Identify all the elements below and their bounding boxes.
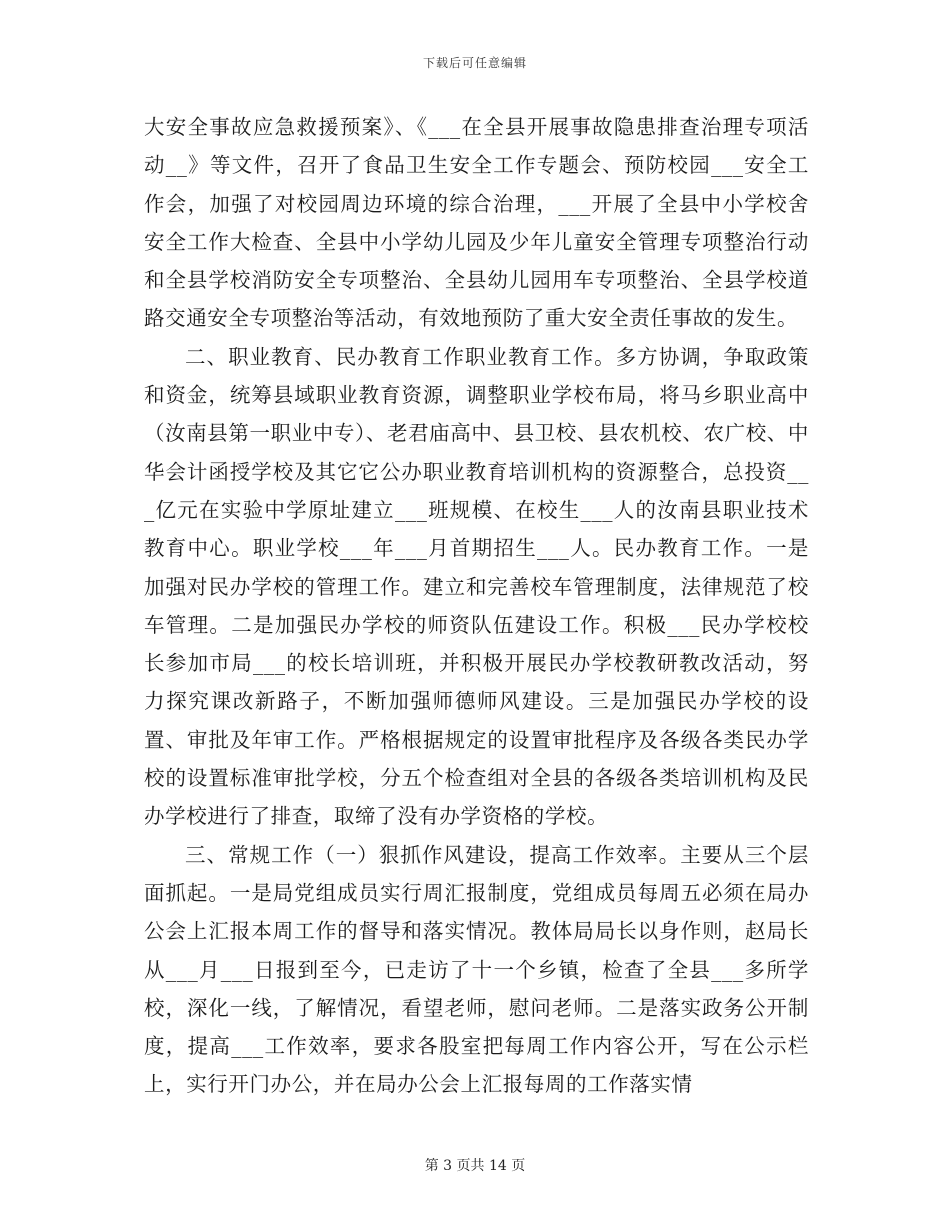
document-body bbox=[144, 108, 809, 1104]
page-number: 第 3 页共 14 页 bbox=[424, 1158, 526, 1174]
paragraph-routine-work: 三、常规工作（一）狠抓作风建设，提高工作效率。主要从三个层面抓起。一是局党组成员实行周汇报制度，党组成员每周五必须在局办公会上汇报本周工作的督导和落实情况。教体局局长以身作则，赵局长从___月___日报到至今，已走访了十一个乡镇，检查了全县___多所学校，深化一线，了解情况，看望老师，慰问老师。二是落实政务公开制度，提高___工作效率，要求各股室把每周工作内容公开，写在公示栏上，实行开门办公，并在局办公会上汇报每周的工作落实情 bbox=[144, 842, 809, 1097]
page-header: 下载后可任意编辑 bbox=[422, 56, 527, 70]
paragraph-vocational-education: 二、职业教育、民办教育工作职业教育工作。多方协调，争取政策和资金，统筹县域职业教育资源，调整职业学校布局，将马乡职业高中（汝南县第一职业中专）、老君庙高中、县卫校、县农机校、农广校、中华会计函授学校及其它它公办职业教育培训机构的资源整合，总投资___亿元在实验中学原址建立___班规模、在校生___人的汝南县职业技术教育中心。职业学校___年___月首期招生___人。民办教育工作。一是加强对民办学校的管理工作。建立和完善校车管理制度，法律规范了校车管理。二是加强民办学校的师资队伍建设工作。积极___民办学校校长参加市局___的校长培训班，并积极开展民办学校教研教改活动，努力探究课改新路子，不断加强师德师风建设。三是加强民办学校的设置、审批及年审工作。严格根据规定的设置审批程序及各级各类民办学校的设置标准审批学校，分五个检查组对全县的各级各类培训机构及民办学校进行了排查，取缔了没有办学资格的学校。 bbox=[144, 344, 809, 829]
paragraph-safety-continued: 大安全事故应急救援预案》、《___在全县开展事故隐患排查治理专项活动__》等文件，召开了食品卫生安全工作专题会、预防校园___安全工作会，加强了对校园周边环境的综合治理，___开展了全县中小学校舍安全工作大检查、全县中小学幼儿园及少年儿童安全管理专项整治行动和全县学校消防安全专项整治、全县幼儿园用车专项整治、全县学校道路交通安全专项整治等活动，有效地预防了重大安全责任事故的发生。 bbox=[144, 115, 809, 331]
